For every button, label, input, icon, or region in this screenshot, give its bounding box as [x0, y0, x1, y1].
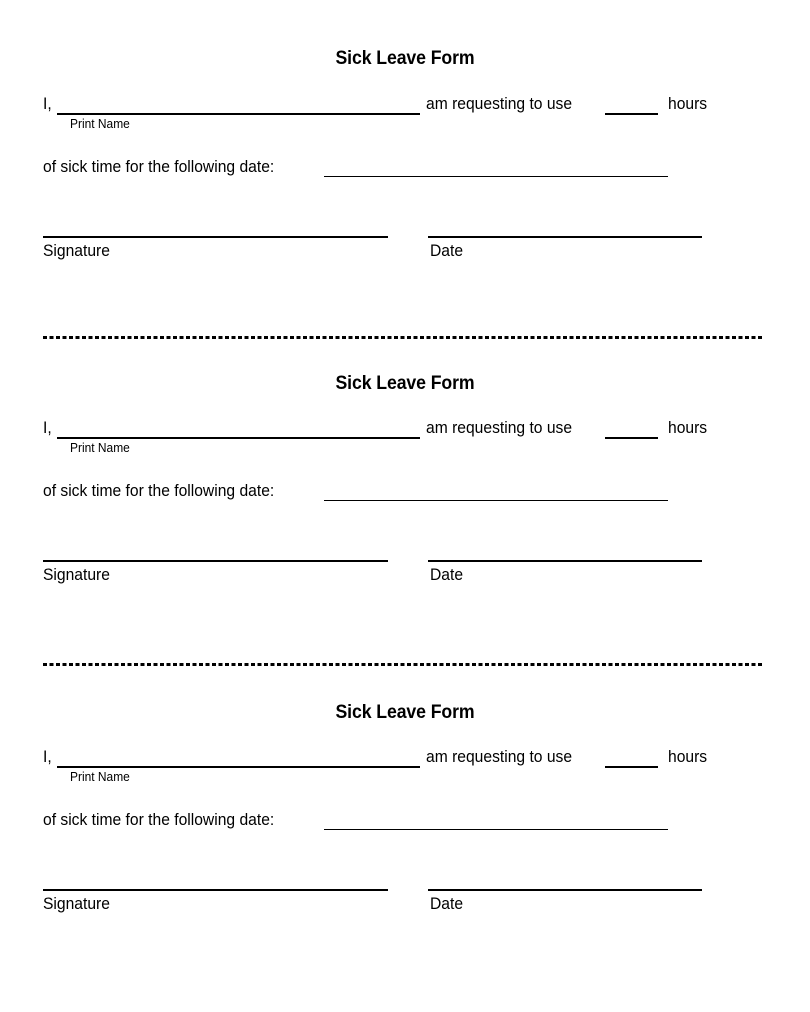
- requesting-label: am requesting to use: [426, 94, 573, 113]
- print-name-input[interactable]: [57, 437, 420, 439]
- date-signed-input[interactable]: [428, 560, 702, 562]
- lead-in-label: I,: [43, 747, 52, 766]
- signature-input[interactable]: [43, 236, 388, 238]
- page-title: Sick Leave Form: [335, 373, 475, 394]
- signature-caption: Signature: [43, 565, 110, 584]
- leave-date-input[interactable]: [324, 176, 668, 177]
- signature-caption: Signature: [43, 241, 110, 260]
- hours-input[interactable]: [605, 437, 658, 439]
- sick-time-label: of sick time for the following date:: [43, 157, 275, 176]
- sick-leave-form-copy-2: [0, 328, 810, 665]
- sick-time-label: of sick time for the following date:: [43, 481, 275, 500]
- page-title: Sick Leave Form: [335, 48, 475, 69]
- print-name-input[interactable]: [57, 766, 420, 768]
- hours-input[interactable]: [605, 766, 658, 768]
- print-name-input[interactable]: [57, 113, 420, 115]
- lead-in-label: I,: [43, 94, 52, 113]
- requesting-label: am requesting to use: [426, 418, 573, 437]
- hours-label: hours: [668, 418, 708, 437]
- hours-label: hours: [668, 94, 708, 113]
- sick-time-label: of sick time for the following date:: [43, 810, 275, 829]
- requesting-label: am requesting to use: [426, 747, 573, 766]
- date-signed-input[interactable]: [428, 236, 702, 238]
- signature-input[interactable]: [43, 889, 388, 891]
- hours-label: hours: [668, 747, 708, 766]
- leave-date-input[interactable]: [324, 829, 668, 830]
- hours-input[interactable]: [605, 113, 658, 115]
- date-caption: Date: [430, 894, 464, 913]
- sick-leave-form-copy-1: [0, 0, 810, 338]
- print-name-caption: Print Name: [70, 769, 130, 784]
- date-caption: Date: [430, 241, 464, 260]
- lead-in-label: I,: [43, 418, 52, 437]
- leave-date-input[interactable]: [324, 500, 668, 501]
- print-name-caption: Print Name: [70, 116, 130, 131]
- date-caption: Date: [430, 565, 464, 584]
- signature-caption: Signature: [43, 894, 110, 913]
- sick-leave-form-copy-3: [0, 655, 810, 1012]
- print-name-caption: Print Name: [70, 440, 130, 455]
- page-title: Sick Leave Form: [335, 702, 475, 723]
- signature-input[interactable]: [43, 560, 388, 562]
- date-signed-input[interactable]: [428, 889, 702, 891]
